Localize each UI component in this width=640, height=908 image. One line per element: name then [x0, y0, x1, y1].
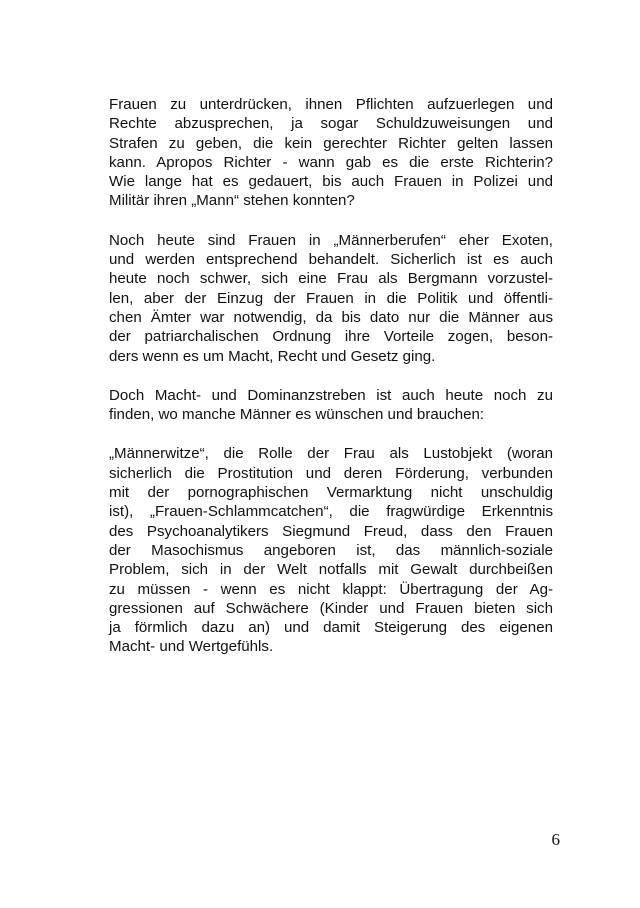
text-line: der Masochismus angeboren ist, das männlich-soziale	[109, 541, 553, 559]
text-line: chen Ämter war notwendig, da bis dato nur die Männer aus	[109, 308, 553, 326]
text-line: finden, wo manche Männer es wünschen und brauchen:	[109, 406, 485, 424]
text-line: Macht- und Wertgefühls.	[109, 638, 274, 656]
text-line: Militär ihren „Mann“ stehen konnten?	[109, 192, 355, 210]
text-line: mit der pornographischen Vermarktung nicht unschuldig	[109, 484, 553, 502]
text-line: len, aber der Einzug der Frauen in die Politik und öffentli-	[109, 289, 553, 307]
text-line: gressionen auf Schwächere (Kinder und Frauen bieten sich	[109, 599, 553, 617]
text-line: des Psychoanalytikers Siegmund Freud, dass den Frauen	[109, 522, 553, 540]
text-line: ja förmlich dazu an) und damit Steigerung des eigenen	[109, 619, 553, 637]
text-line: Strafen zu geben, die kein gerechter Richter gelten lassen	[109, 134, 553, 152]
paragraph-3	[109, 386, 553, 425]
text-line: Problem, sich in der Welt notfalls mit Gewalt durchbeißen	[109, 561, 553, 579]
text-line: und werden entsprechend behandelt. Sicherlich ist es auch	[109, 251, 553, 269]
text-line: zu müssen - wenn es nicht klappt: Übertragung der Ag-	[109, 580, 553, 598]
text-line: sicherlich die Prostitution und deren Förderung, verbunden	[109, 464, 553, 482]
text-line: Wie lange hat es gedauert, bis auch Frauen in Polizei und	[109, 173, 553, 191]
text-line: ders wenn es um Macht, Recht und Gesetz ging.	[109, 347, 436, 365]
page-number: 6	[551, 830, 560, 849]
paragraph-4	[109, 444, 553, 656]
text-line: Noch heute sind Frauen in „Männerberufen“ eher Exoten,	[109, 231, 553, 249]
text-line: der patriarchalischen Ordnung ihre Vorteile zogen, beson-	[109, 328, 553, 346]
paragraph-2	[109, 231, 553, 366]
paragraph-1	[109, 95, 553, 211]
text-line: ist), „Frauen-Schlammcatchen“, die fragwürdige Erkenntnis	[109, 503, 553, 521]
body-text	[109, 95, 553, 677]
text-line: kann. Apropos Richter - wann gab es die erste Richterin?	[109, 153, 553, 171]
text-line: „Männerwitze“, die Rolle der Frau als Lustobjekt (woran	[109, 445, 553, 463]
text-line: Frauen zu unterdrücken, ihnen Pflichten aufzuerlegen und	[109, 96, 553, 113]
text-line: Doch Macht- und Dominanzstreben ist auch heute noch zu	[109, 386, 553, 404]
text-line: heute noch schwer, sich eine Frau als Bergmann vorzustel-	[109, 270, 553, 288]
text-line: Rechte abzusprechen, ja sogar Schuldzuweisungen und	[109, 115, 553, 133]
